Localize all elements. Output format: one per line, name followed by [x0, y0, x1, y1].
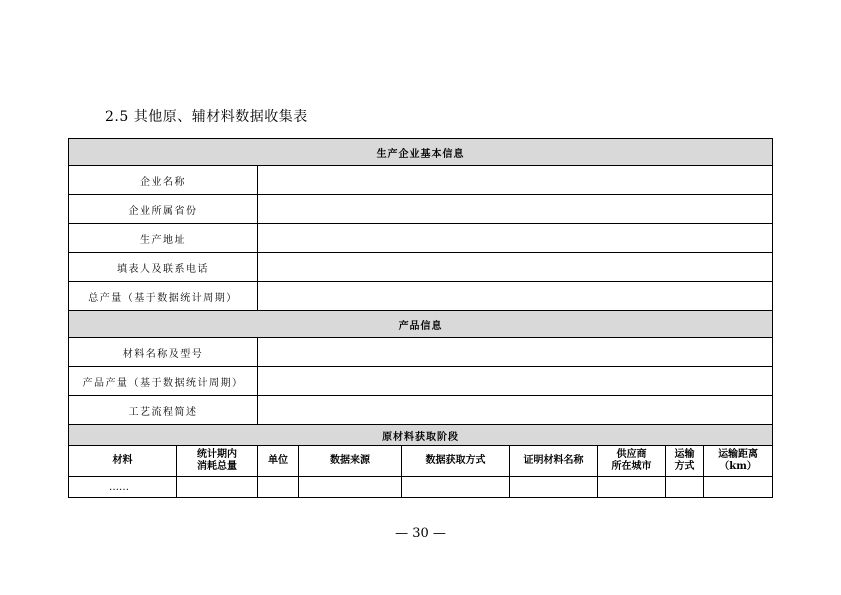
- field-value-cell[interactable]: [258, 338, 773, 367]
- field-label: 填表人及联系电话: [69, 253, 258, 282]
- section-title-product: 产品信息: [69, 311, 773, 338]
- column-header-row: [69, 446, 773, 477]
- column-header: [258, 446, 299, 477]
- column-header: [598, 446, 666, 477]
- table-cell[interactable]: [402, 477, 510, 498]
- field-value-cell[interactable]: [258, 282, 773, 311]
- field-label: 工艺流程简述: [69, 396, 258, 425]
- table-cell[interactable]: [299, 477, 402, 498]
- table-cell[interactable]: [510, 477, 598, 498]
- section-title-raw-material: 原材料获取阶段: [69, 425, 773, 446]
- column-header-line: 材料: [112, 455, 133, 466]
- column-header: [666, 446, 704, 477]
- column-header: [510, 446, 598, 477]
- column-header-line: 数据来源: [330, 455, 370, 466]
- column-header-line: 统计期内: [197, 449, 237, 460]
- field-label: 企业名称: [69, 166, 258, 195]
- column-header: [177, 446, 258, 477]
- column-header: [299, 446, 402, 477]
- section-row-raw-material: [69, 425, 773, 446]
- table-cell[interactable]: [704, 477, 773, 498]
- column-header-line: 证明材料名称: [523, 455, 584, 466]
- column-header-line: 运输距离: [718, 449, 759, 460]
- page-number: — 30 —: [395, 526, 446, 541]
- field-value-cell[interactable]: [258, 396, 773, 425]
- product-field-row: [69, 367, 773, 396]
- column-header-line: 数据获取方式: [425, 455, 486, 466]
- column-header-line: 方式: [674, 461, 695, 472]
- field-value-cell[interactable]: [258, 367, 773, 396]
- product-field-row: [69, 338, 773, 367]
- enterprise-field-row: [69, 195, 773, 224]
- field-value-cell[interactable]: [258, 253, 773, 282]
- data-collection-table: [68, 138, 773, 498]
- product-field-row: [69, 396, 773, 425]
- column-header-line: 所在城市: [611, 461, 652, 472]
- table-cell[interactable]: ……: [69, 477, 177, 498]
- section-title-enterprise: 生产企业基本信息: [69, 139, 773, 166]
- section-heading: 2.5 其他原、辅材料数据收集表: [105, 109, 308, 125]
- field-label: 企业所属省份: [69, 195, 258, 224]
- column-header-line: 供应商: [616, 449, 647, 460]
- field-value-cell[interactable]: [258, 195, 773, 224]
- field-value-cell[interactable]: [258, 224, 773, 253]
- column-header-line: （km）: [719, 461, 757, 472]
- column-header-line: 消耗总量: [197, 461, 237, 472]
- enterprise-field-row: [69, 166, 773, 195]
- field-label: 总产量（基于数据统计周期）: [69, 282, 258, 311]
- enterprise-field-row: [69, 253, 773, 282]
- column-header-line: 运输: [674, 449, 695, 460]
- table-cell[interactable]: [258, 477, 299, 498]
- table-cell[interactable]: [177, 477, 258, 498]
- table-cell[interactable]: [598, 477, 666, 498]
- enterprise-field-row: [69, 282, 773, 311]
- column-header: [69, 446, 177, 477]
- field-label: 材料名称及型号: [69, 338, 258, 367]
- column-header: [402, 446, 510, 477]
- field-value-cell[interactable]: [258, 166, 773, 195]
- field-label: 产品产量（基于数据统计周期）: [69, 367, 258, 396]
- table-cell[interactable]: [666, 477, 704, 498]
- section-row-enterprise: [69, 139, 773, 166]
- field-label: 生产地址: [69, 224, 258, 253]
- column-header: [704, 446, 773, 477]
- section-row-product: [69, 311, 773, 338]
- table-row: [69, 477, 773, 498]
- column-header-line: 单位: [268, 455, 288, 466]
- enterprise-field-row: [69, 224, 773, 253]
